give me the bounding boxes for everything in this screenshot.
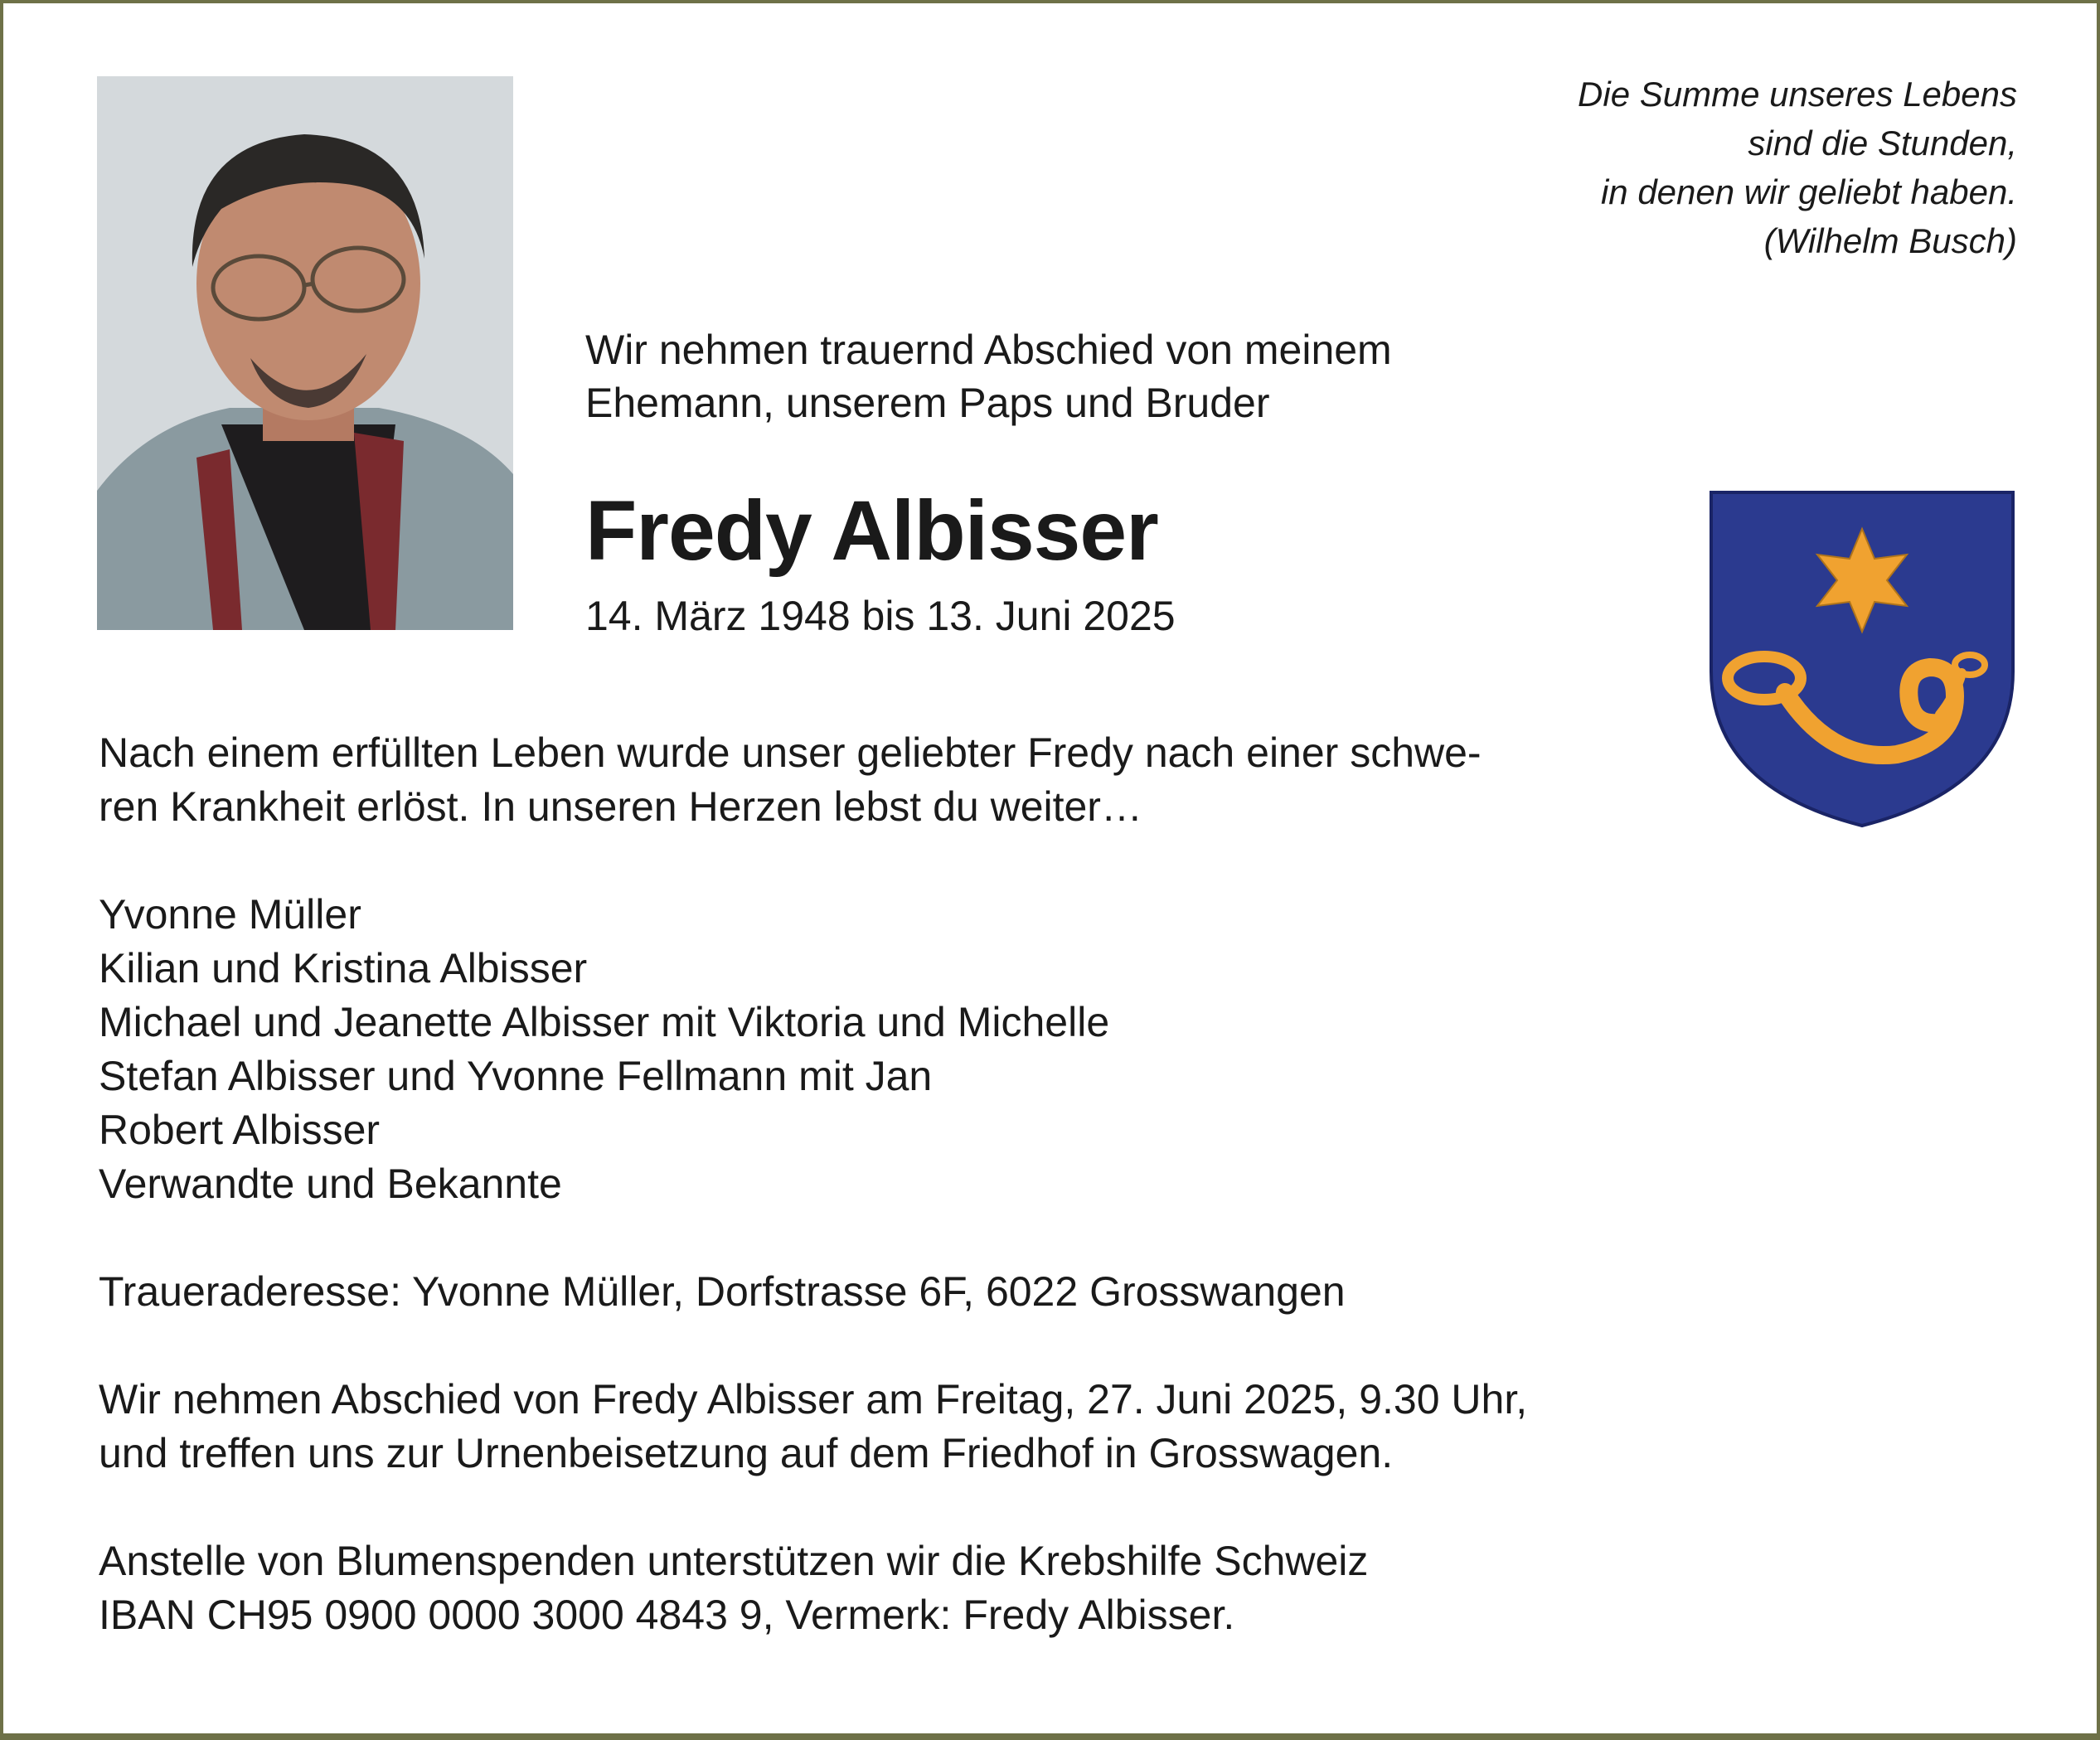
mourner-name: Yvonne Müller	[99, 891, 361, 938]
quote-block	[1271, 70, 2017, 265]
message-line: Nach einem erfüllten Leben wurde unser geliebter Fredy nach einer schwe-	[99, 729, 1482, 776]
message-line: ren Krankheit erlöst. In unseren Herzen lebst du weiter…	[99, 783, 1142, 830]
quote-author: (Wilhelm Busch)	[1763, 221, 2017, 260]
mourner-name: Robert Albisser	[99, 1107, 381, 1153]
mourner-name: Kilian und Kristina Albisser	[99, 945, 588, 991]
quote-line: sind die Stunden,	[1748, 124, 2017, 162]
mourner-name: Michael und Jeanette Albisser mit Viktoria und Michelle	[99, 999, 1110, 1045]
ceremony-line: und treffen uns zur Urnenbeisetzung auf dem Friedhof in Grosswagen.	[99, 1430, 1394, 1476]
intro-text	[585, 323, 1580, 429]
intro-line: Ehemann, unserem Paps und Bruder	[585, 380, 1270, 426]
mourning-address: Traueraderesse: Yvonne Müller, Dorfstrasse 6F, 6022 Grosswangen	[99, 1268, 1346, 1315]
mourner-name: Verwandte und Bekannte	[99, 1161, 562, 1207]
mourner-name: Stefan Albisser und Yvonne Fellmann mit Jan	[99, 1053, 933, 1099]
main-text	[99, 726, 1757, 1642]
life-dates: 14. März 1948 bis 13. Juni 2025	[585, 593, 1176, 639]
quote-line: Die Summe unseres Lebens	[1578, 75, 2017, 114]
intro-line: Wir nehmen trauernd Abschied von meinem	[585, 327, 1392, 373]
quote-line: in denen wir geliebt haben.	[1600, 172, 2017, 211]
portrait-photo	[97, 76, 513, 630]
donation-line: Anstelle von Blumenspenden unterstützen wir die Krebshilfe Schweiz	[99, 1538, 1369, 1584]
donation-line: IBAN CH95 0900 0000 3000 4843 9, Vermerk: Fredy Albisser.	[99, 1592, 1235, 1638]
deceased-name: Fredy Albisser	[585, 483, 1158, 578]
ceremony-line: Wir nehmen Abschied von Fredy Albisser am Freitag, 27. Juni 2025, 9.30 Uhr,	[99, 1376, 1528, 1423]
